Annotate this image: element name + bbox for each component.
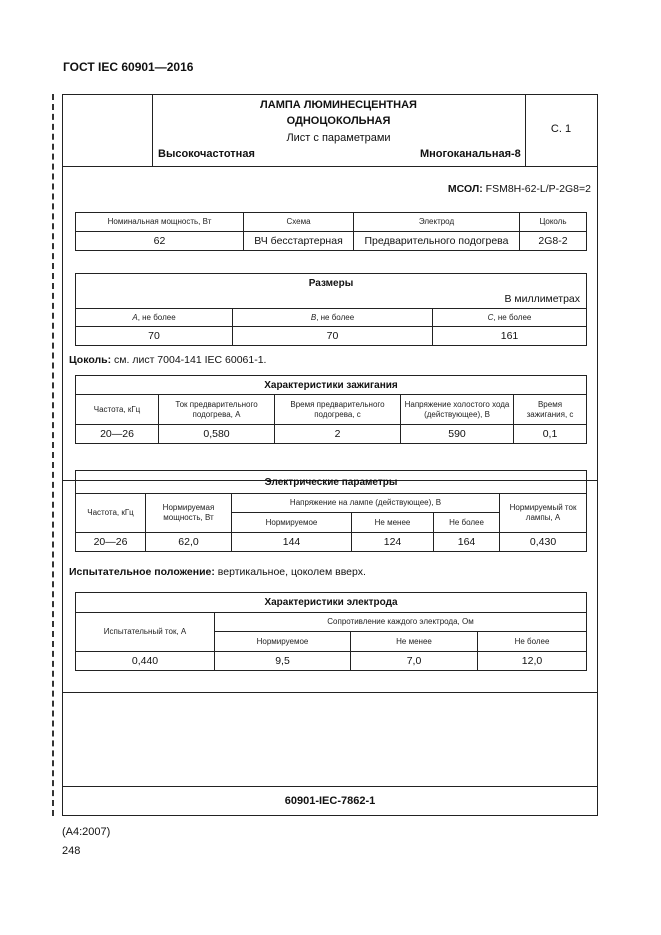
sheet-title-line2: ОДНОЦОКОЛЬНАЯ xyxy=(286,115,391,127)
col-header: Электрод xyxy=(354,213,520,232)
col-header: Номинальная мощность, Вт xyxy=(76,213,244,232)
col-header: Напряжение на лампе (действующее), В xyxy=(232,494,500,513)
sheet-page-label: С. 1 xyxy=(550,123,572,135)
col-header: Время зажигания, с xyxy=(514,395,587,425)
table-cell: 0,430 xyxy=(500,533,587,552)
dim-col-header-c xyxy=(433,309,587,327)
cap-note-text: см. лист 7004-141 IEC 60061-1. xyxy=(111,354,267,366)
sheet-right-label: Многоканальная-8 xyxy=(420,148,521,160)
table-cell: 62,0 xyxy=(146,533,232,552)
table-cell: 0,1 xyxy=(514,425,587,444)
table-cell: 12,0 xyxy=(478,652,587,671)
col-header: Напряжение холостого хода (действующее), В xyxy=(401,395,514,425)
amendment-note: (A4:2007) xyxy=(62,826,111,838)
col-header: Цоколь xyxy=(520,213,587,232)
electrode-table xyxy=(75,592,587,671)
sheet-title-line1: ЛАМПА ЛЮМИНЕСЦЕНТНАЯ xyxy=(260,99,417,111)
electrical-table xyxy=(75,470,587,552)
dim-letter: C xyxy=(487,312,494,322)
col-header: Ток предварительного подогрева, А xyxy=(159,395,275,425)
table-cell: 0,580 xyxy=(159,425,275,444)
dim-suffix: , не более xyxy=(137,312,176,322)
footer-top-line xyxy=(63,786,597,787)
col-subheader: Не менее xyxy=(352,513,434,533)
table-cell: 9,5 xyxy=(215,652,351,671)
col-header: Испытательный ток, А xyxy=(76,613,215,652)
page-number: 248 xyxy=(62,845,81,857)
mcol-line xyxy=(430,183,591,195)
ignition-table xyxy=(75,375,587,444)
sheet-code: 60901-IEC-7862-1 xyxy=(284,795,376,807)
table-cell: 161 xyxy=(433,327,587,346)
test-position-note xyxy=(69,566,366,578)
table-cell: ВЧ бесстартерная xyxy=(244,232,354,251)
dim-col-header-b xyxy=(233,309,433,327)
col-subheader: Нормируемое xyxy=(232,513,352,533)
mcol-label: МСОЛ: xyxy=(447,183,483,195)
col-header: Частота, кГц xyxy=(76,494,146,533)
dimensions-header-cell xyxy=(76,274,587,309)
table-cell: Предварительного подогрева xyxy=(354,232,520,251)
col-header: Время предварительного подогрева, с xyxy=(275,395,401,425)
dim-letter: A xyxy=(132,312,138,322)
col-subheader: Не менее xyxy=(351,632,478,652)
table-cell: 70 xyxy=(233,327,433,346)
sheet-frame xyxy=(62,94,598,816)
table-cell: 20—26 xyxy=(76,533,146,552)
table-cell: 144 xyxy=(232,533,352,552)
table-cell: 124 xyxy=(352,533,434,552)
col-header: Схема xyxy=(244,213,354,232)
dim-col-header-a xyxy=(76,309,233,327)
dim-letter: B xyxy=(310,312,317,322)
section-divider-2 xyxy=(63,692,597,693)
table-cell: 70 xyxy=(76,327,233,346)
standard-header: ГОСТ IEC 60901—2016 xyxy=(63,60,194,74)
test-position-text: вертикальное, цоколем вверх. xyxy=(214,566,366,578)
table-cell: 0,440 xyxy=(76,652,215,671)
col-subheader: Не более xyxy=(478,632,587,652)
dim-suffix: , не более xyxy=(493,312,532,322)
col-header: Частота, кГц xyxy=(76,395,159,425)
table-cell: 590 xyxy=(401,425,514,444)
sheet-left-label: Высокочастотная xyxy=(158,148,255,160)
table-cell: 7,0 xyxy=(351,652,478,671)
electrical-title: Электрические параметры xyxy=(76,471,587,494)
header-bottom-line xyxy=(63,166,597,167)
table-cell: 164 xyxy=(434,533,500,552)
table-cell: 62 xyxy=(76,232,244,251)
electrode-title: Характеристики электрода xyxy=(76,593,587,613)
dimensions-title: Размеры xyxy=(308,278,354,289)
dimensions-unit: В миллиметрах xyxy=(504,293,581,305)
col-header: Сопротивление каждого электрода, Ом xyxy=(215,613,587,632)
lamp-summary-table xyxy=(75,212,587,251)
col-header: Нормируемая мощность, Вт xyxy=(146,494,232,533)
dimensions-table xyxy=(75,273,587,346)
mcol-value: FSM8H-62-L/P-2G8=2 xyxy=(485,183,591,195)
margin-dashed-line xyxy=(52,94,54,816)
ignition-title: Характеристики зажигания xyxy=(76,376,587,395)
col-subheader: Нормируемое xyxy=(215,632,351,652)
table-cell: 2 xyxy=(275,425,401,444)
table-cell: 20—26 xyxy=(76,425,159,444)
dim-suffix: , не более xyxy=(316,312,355,322)
cap-note-label: Цоколь: xyxy=(69,354,112,366)
cap-note xyxy=(69,354,266,366)
sheet-subtitle: Лист с параметрами xyxy=(286,132,391,144)
table-cell: 2G8-2 xyxy=(520,232,587,251)
col-subheader: Не более xyxy=(434,513,500,533)
test-position-label: Испытательное положение: xyxy=(69,566,215,578)
col-header: Нормируемый ток лампы, А xyxy=(500,494,587,533)
